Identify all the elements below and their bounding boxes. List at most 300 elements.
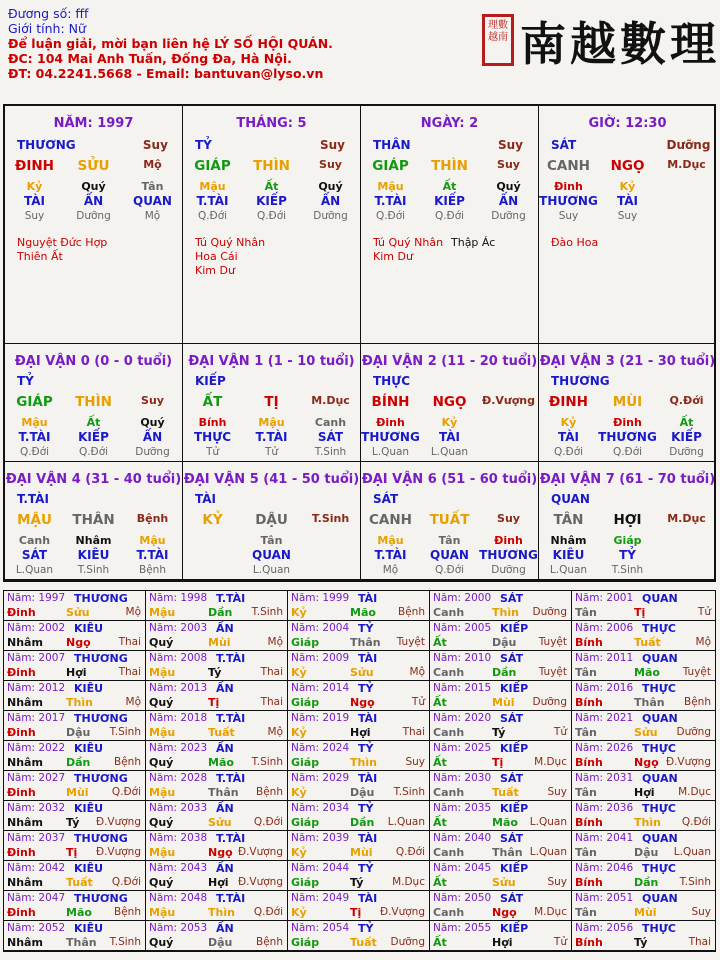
spacer (127, 374, 182, 388)
year-stem: Mậu (149, 666, 176, 679)
year-label (433, 712, 491, 724)
hidden-stem: Mậu (377, 180, 404, 193)
hidden-god-row (183, 194, 360, 208)
spacer (183, 534, 242, 547)
hidden-ten-god: SÁT (21, 548, 48, 562)
year-prefix: Năm: (149, 712, 178, 724)
ten-god: SÁT (551, 138, 577, 152)
year-stage: M.Dục (534, 906, 567, 918)
hidden-stem: Tân (141, 180, 164, 193)
year-label (575, 862, 633, 874)
year-label (291, 832, 349, 844)
hidden-stage-row (5, 210, 182, 222)
year-stage: Thai (402, 726, 425, 738)
address: ĐC: 104 Mai Anh Tuấn, Đống Đa, Hà Nội. (8, 51, 292, 66)
year-number: 2023 (180, 742, 208, 754)
ten-god: THỰC (373, 374, 411, 388)
year-number: 2032 (38, 802, 66, 814)
year-number: 2022 (38, 742, 66, 754)
year-stem: Quý (149, 696, 174, 709)
ten-god: THƯƠNG (551, 374, 610, 388)
year-stem: Tân (575, 906, 597, 919)
year-number: 2039 (322, 832, 350, 844)
year-branch: Tý (208, 666, 222, 679)
year-label (433, 802, 491, 814)
spacer (72, 492, 127, 506)
year-number: 1997 (38, 592, 66, 604)
year-stem: Quý (149, 936, 174, 949)
hidden-stage: Q.Đới (553, 446, 584, 458)
hidden-stem-row (539, 534, 716, 547)
year-ten-god: KIÊU (74, 742, 104, 755)
hidden-stem-row (361, 180, 538, 193)
spacer (657, 564, 716, 576)
year-prefix: Năm: (433, 862, 462, 874)
year-stage: Tử (411, 696, 425, 708)
year-stage: Đ.Vượng (665, 756, 711, 768)
year-number: 2047 (38, 892, 66, 904)
year-stage: Dưỡng (676, 726, 711, 738)
year-stage: Tuyệt (538, 666, 567, 678)
four-pillars-table (3, 104, 716, 582)
hidden-stem-row (183, 534, 360, 547)
hidden-stem-row (183, 416, 360, 429)
hidden-stage: L.Quan (15, 564, 54, 576)
year-prefix: Năm: (7, 712, 36, 724)
year-stage: Bệnh (114, 756, 141, 768)
spacer (479, 446, 538, 458)
year-cell (430, 801, 572, 831)
header-info (8, 6, 478, 81)
year-stem: Bính (575, 876, 603, 889)
spacer (483, 492, 538, 506)
year-prefix: Năm: (433, 622, 462, 634)
year-prefix: Năm: (575, 712, 604, 724)
star: Kim Dư (373, 250, 413, 263)
year-branch: Hợi (350, 726, 371, 739)
year-cell (572, 711, 715, 741)
year-cell (4, 921, 146, 951)
year-stage: L.Quan (673, 846, 711, 858)
year-stem: Canh (433, 906, 465, 919)
year-stage: Bệnh (114, 906, 141, 918)
earthly-branch: THÌN (75, 394, 112, 410)
hidden-stem-row (5, 534, 182, 547)
year-label (149, 832, 207, 844)
god-row (183, 492, 360, 506)
year-ten-god: SÁT (500, 832, 524, 845)
spacer (661, 492, 716, 506)
stage: Đ.Vượng (481, 394, 535, 407)
year-stem: Bính (575, 756, 603, 769)
year-branch: Thìn (492, 606, 519, 619)
year-ten-god: TỶ (358, 862, 374, 875)
year-stage: Đ.Vượng (95, 846, 141, 858)
contact-note: Để luận giải, mời bạn liên hệ LÝ SỐ HỘI QUÁN. (8, 36, 333, 51)
hidden-stem: Nhâm (550, 534, 587, 547)
year-stem: Nhâm (7, 936, 43, 949)
hidden-ten-god: T.TÀI (18, 430, 51, 444)
year-number: 2019 (322, 712, 350, 724)
year-stem: Canh (433, 606, 465, 619)
year-stem: Ất (433, 876, 447, 889)
year-ten-god: THƯƠNG (74, 832, 128, 845)
spacer (657, 534, 716, 547)
year-branch: Dần (350, 816, 375, 829)
year-prefix: Năm: (7, 832, 36, 844)
year-stem: Kỷ (291, 786, 307, 799)
hidden-stem: Kỷ (619, 180, 636, 193)
year-ten-god: TỶ (358, 742, 374, 755)
ten-god: SÁT (373, 492, 399, 506)
year-label (575, 922, 633, 934)
spacer (250, 492, 305, 506)
year-prefix: Năm: (291, 892, 320, 904)
year-cell (288, 711, 430, 741)
cell-title: ĐẠI VẬN 1 (1 - 10 tuổi) (188, 354, 355, 369)
year-stage: Đ.Vượng (379, 906, 425, 918)
year-number: 2029 (322, 772, 350, 784)
year-cell (430, 591, 572, 621)
hidden-stem: Quý (496, 180, 521, 193)
year-ten-god: KIÊU (74, 622, 104, 635)
year-prefix: Năm: (149, 622, 178, 634)
year-label (7, 622, 65, 634)
year-cell (146, 651, 288, 681)
hidden-god-row (539, 194, 716, 208)
year-cell (288, 831, 430, 861)
year-stage: Thai (260, 696, 283, 708)
year-label (149, 802, 207, 814)
year-prefix: Năm: (149, 682, 178, 694)
logo-text: 南越數理 (520, 17, 720, 71)
spacer (301, 534, 360, 547)
year-stage: T.Sinh (393, 786, 425, 798)
hidden-stage: Tử (205, 446, 220, 458)
year-ten-god: TÀI (358, 772, 378, 785)
year-branch: Ngọ (634, 756, 659, 769)
year-cell (572, 801, 715, 831)
year-label (575, 832, 633, 844)
year-number: 2021 (606, 712, 634, 724)
year-cell (288, 651, 430, 681)
hidden-stem: Ất (442, 180, 457, 193)
star: Thiên Ất (17, 250, 63, 263)
year-number: 2002 (38, 622, 66, 634)
god-row (539, 138, 716, 152)
year-branch: Sửu (208, 816, 232, 829)
year-label (575, 712, 633, 724)
hidden-god-row (361, 430, 538, 444)
heavenly-stem: BÍNH (371, 394, 410, 410)
year-ten-god: QUAN (642, 652, 678, 665)
hidden-stage: Dưỡng (491, 564, 526, 576)
year-cell (288, 621, 430, 651)
year-number: 2033 (180, 802, 208, 814)
year-label (433, 862, 491, 874)
year-ten-god: KIÊU (74, 862, 104, 875)
year-ten-god: THƯƠNG (74, 712, 128, 725)
year-stem: Giáp (291, 876, 320, 889)
special-stars-2 (451, 236, 495, 249)
year-ten-god: THỰC (642, 622, 676, 635)
hidden-stage: Q.Đới (434, 210, 465, 222)
hidden-ten-god: KIẾP (256, 194, 287, 208)
special-stars (195, 236, 265, 278)
year-ten-god: SÁT (500, 592, 524, 605)
hidden-ten-god: SÁT (317, 430, 344, 444)
year-cell (430, 921, 572, 951)
year-ten-god: KIÊU (74, 682, 104, 695)
spacer (428, 374, 483, 388)
hidden-stem: Đinh (376, 416, 405, 429)
year-label (291, 742, 349, 754)
year-cell (430, 711, 572, 741)
hidden-ten-god: KIÊU (77, 548, 110, 562)
year-stem: Nhâm (7, 756, 43, 769)
spacer (663, 374, 716, 388)
dai-van-cell (5, 344, 183, 462)
year-label (7, 772, 65, 784)
year-number: 2044 (322, 862, 350, 874)
stem-branch-row (183, 512, 360, 528)
year-number: 1998 (180, 592, 208, 604)
cell-title: ĐẠI VẬN 0 (0 - 0 tuổi) (14, 354, 173, 369)
pillar-cell (361, 106, 539, 344)
year-stem: Canh (433, 726, 465, 739)
year-stem: Ất (433, 696, 447, 709)
year-stage: Dưỡng (532, 606, 567, 618)
year-branch: Mão (208, 756, 234, 769)
spacer (305, 374, 360, 388)
year-ten-god: THỰC (642, 802, 676, 815)
dai-van-cell (539, 462, 716, 580)
dai-van-cell (361, 344, 539, 462)
star: Thập Ác (451, 236, 496, 249)
year-prefix: Năm: (7, 682, 36, 694)
hidden-stage: Dưỡng (313, 210, 348, 222)
year-number: 2015 (464, 682, 492, 694)
year-stage: Mộ (125, 696, 141, 708)
year-branch: Ngọ (208, 846, 233, 859)
year-stem: Ất (433, 756, 447, 769)
year-label (149, 652, 207, 664)
spacer (72, 374, 127, 388)
year-number: 2030 (464, 772, 492, 784)
year-label (575, 652, 633, 664)
year-branch: Tuất (634, 636, 661, 649)
year-stem: Quý (149, 636, 174, 649)
year-prefix: Năm: (433, 832, 462, 844)
earthly-branch: DẬU (255, 512, 288, 528)
year-prefix: Năm: (575, 652, 604, 664)
year-number: 2014 (322, 682, 350, 694)
year-prefix: Năm: (575, 922, 604, 934)
dai-van-cell (183, 344, 361, 462)
year-stem: Đinh (7, 786, 36, 799)
hidden-stem: Mậu (21, 416, 48, 429)
year-branch: Tuất (492, 786, 519, 799)
stage: Suy (142, 138, 168, 152)
hidden-stage-row (183, 564, 360, 576)
hidden-stage: Mộ (144, 210, 161, 222)
god-row (361, 492, 538, 506)
year-prefix: Năm: (149, 802, 178, 814)
hidden-stage-row (539, 446, 716, 458)
hidden-stage: Suy (558, 210, 579, 222)
earthly-branch: NGỌ (432, 394, 467, 410)
year-stem: Kỷ (291, 666, 307, 679)
year-number: 2003 (180, 622, 208, 634)
year-stage: T.Sinh (109, 726, 141, 738)
year-cell (146, 831, 288, 861)
year-stage: L.Quan (529, 816, 567, 828)
year-label (7, 712, 65, 724)
year-stage: Suy (547, 786, 567, 798)
year-stem: Đinh (7, 846, 36, 859)
year-label (575, 742, 633, 754)
year-ten-god: KIẾP (500, 622, 529, 635)
stem-branch-row (5, 158, 182, 174)
year-cell (146, 741, 288, 771)
year-prefix: Năm: (433, 712, 462, 724)
year-prefix: Năm: (433, 922, 462, 934)
hidden-stem: Kỷ (26, 180, 43, 193)
year-stem: Kỷ (291, 606, 307, 619)
year-prefix: Năm: (7, 892, 36, 904)
hidden-stem: Mậu (377, 534, 404, 547)
year-branch: Sửu (350, 666, 374, 679)
hidden-god-row (539, 548, 716, 562)
dai-van-cell (361, 462, 539, 580)
year-branch: Tị (634, 606, 646, 619)
year-label (575, 802, 633, 814)
year-ten-god: ẤN (216, 622, 234, 635)
year-number: 2027 (38, 772, 66, 784)
year-stage: Tuyệt (538, 636, 567, 648)
year-stem: Ất (433, 636, 447, 649)
year-prefix: Năm: (149, 592, 178, 604)
year-label (149, 862, 207, 874)
gender: Giới tính: Nữ (8, 21, 86, 36)
spacer (76, 138, 129, 152)
hidden-stem: Mậu (139, 534, 166, 547)
hidden-stage-row (361, 446, 538, 458)
hidden-ten-god: TÀI (23, 194, 45, 208)
year-ten-god: TỶ (358, 802, 374, 815)
year-prefix: Năm: (149, 862, 178, 874)
year-prefix: Năm: (433, 892, 462, 904)
hidden-stage: Dưỡng (669, 446, 704, 458)
year-ten-god: T.TÀI (216, 832, 246, 845)
year-cell (430, 891, 572, 921)
year-ten-god: ẤN (216, 862, 234, 875)
hidden-ten-god: THỰC (193, 430, 232, 444)
hidden-stem: Bính (198, 416, 227, 429)
year-stem: Đinh (7, 726, 36, 739)
year-number: 2010 (464, 652, 492, 664)
year-branch: Tý (634, 936, 648, 949)
year-stem: Tân (575, 846, 597, 859)
cell-title: ĐẠI VẬN 7 (61 - 70 tuổi) (539, 472, 716, 487)
year-cell (572, 651, 715, 681)
year-cell (4, 771, 146, 801)
year-cell (572, 891, 715, 921)
year-prefix: Năm: (575, 892, 604, 904)
year-branch: Dậu (492, 636, 517, 649)
year-stage: Thai (118, 666, 141, 678)
year-cell (288, 861, 430, 891)
year-label (7, 832, 65, 844)
year-cell (430, 651, 572, 681)
phone-email: ĐT: 04.2241.5668 - Email: bantuvan@lyso.vn (8, 66, 324, 81)
earthly-branch: THÂN (72, 512, 115, 528)
year-stem: Đinh (7, 666, 36, 679)
year-stage: Dưỡng (390, 936, 425, 948)
year-label (291, 802, 349, 814)
year-stage: Thai (118, 636, 141, 648)
year-stem: Bính (575, 816, 603, 829)
earthly-branch: MÙI (612, 394, 643, 410)
hidden-ten-god: ẤN (83, 194, 104, 208)
stem-branch-row (183, 158, 360, 174)
spacer (301, 564, 360, 576)
dai-van-cell (5, 462, 183, 580)
year-prefix: Năm: (575, 682, 604, 694)
year-stage: Dưỡng (532, 696, 567, 708)
year-stage: Bệnh (398, 606, 425, 618)
hidden-ten-god: KIẾP (434, 194, 465, 208)
year-stem: Giáp (291, 816, 320, 829)
year-branch: Tuất (66, 876, 93, 889)
year-number: 2001 (606, 592, 634, 604)
year-stem: Canh (433, 666, 465, 679)
year-prefix: Năm: (291, 682, 320, 694)
year-number: 2051 (606, 892, 634, 904)
year-ten-god: SÁT (500, 712, 524, 725)
spacer (301, 548, 360, 562)
hidden-ten-god: T.TÀI (136, 548, 169, 562)
year-stem: Mậu (149, 846, 176, 859)
year-stage: Tuyệt (682, 666, 711, 678)
hidden-stage: Mộ (382, 564, 399, 576)
year-stage: Q.Đới (111, 876, 141, 888)
special-stars (551, 236, 598, 250)
year-number: 2013 (180, 682, 208, 694)
hidden-stage-row (361, 564, 538, 576)
year-branch: Sửu (492, 876, 516, 889)
hidden-god-row (183, 430, 360, 444)
hidden-stem: Quý (140, 416, 165, 429)
year-ten-god: KIẾP (500, 862, 529, 875)
hidden-ten-god: THƯƠNG (361, 430, 420, 444)
year-cell (4, 861, 146, 891)
earthly-branch: TUẤT (429, 512, 470, 528)
year-label (149, 622, 207, 634)
stem-branch-row (183, 394, 360, 410)
year-label (149, 892, 207, 904)
cell-title: ĐẠI VẬN 5 (41 - 50 tuổi) (183, 472, 360, 487)
stem-branch-row (539, 512, 716, 528)
year-stem: Tân (575, 786, 597, 799)
year-cell (572, 771, 715, 801)
year-prefix: Năm: (149, 772, 178, 784)
cell-title: ĐẠI VẬN 3 (21 - 30 tuổi) (539, 354, 716, 369)
year-stem: Kỷ (291, 846, 307, 859)
year-cell (430, 681, 572, 711)
year-stage: Thai (260, 666, 283, 678)
year-ten-god: SÁT (500, 892, 524, 905)
